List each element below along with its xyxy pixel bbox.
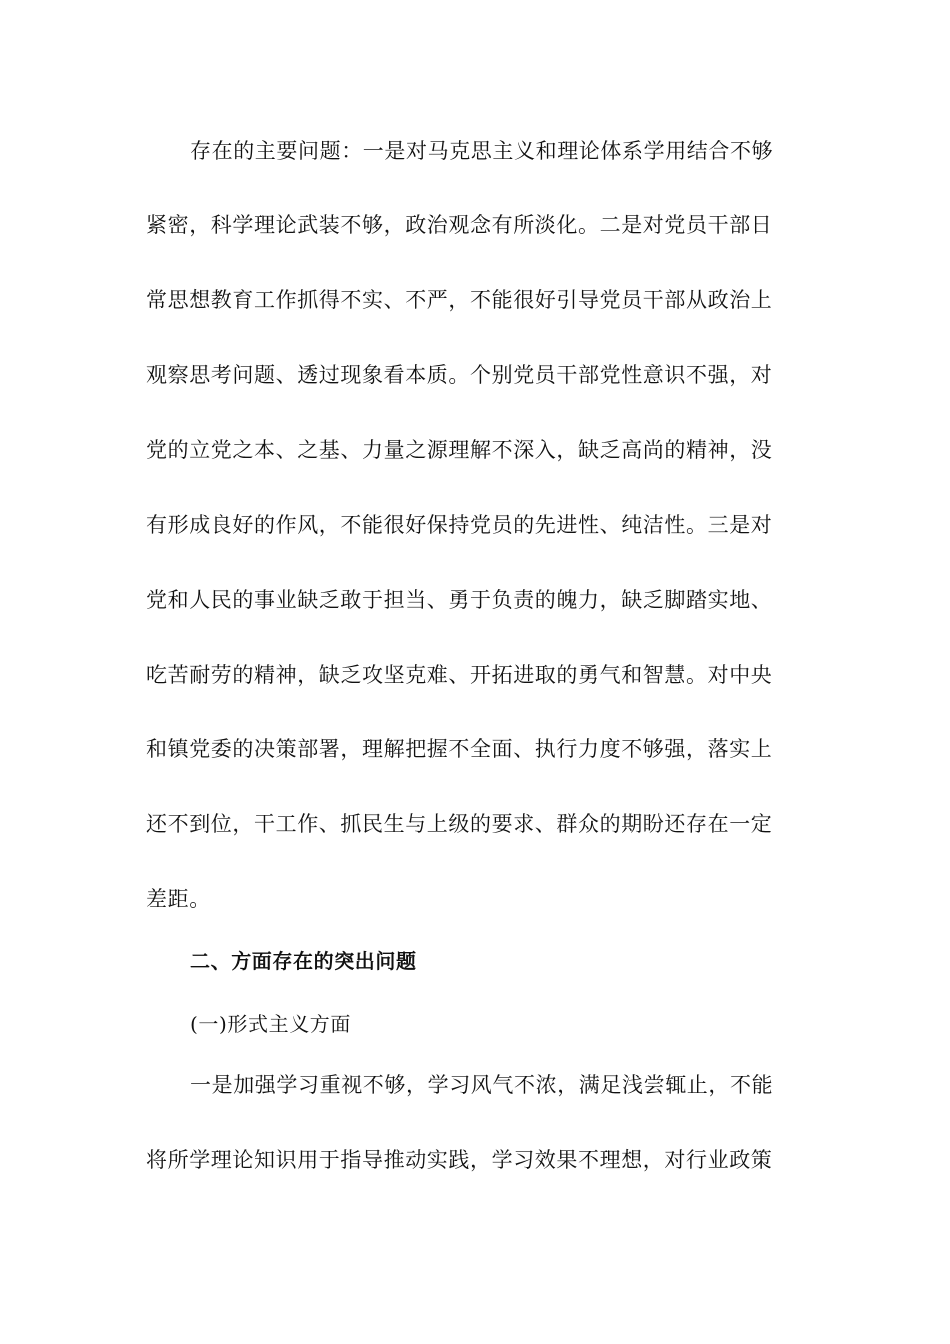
paragraph-line: 党和人民的事业缺乏敢于担当、勇于负责的魄力，缺乏脚踏实地、	[146, 588, 773, 612]
paragraph-line: 吃苦耐劳的精神，缺乏攻坚克难、开拓进取的勇气和智慧。对中央	[146, 663, 773, 687]
paragraph-line: 将所学理论知识用于指导推动实践，学习效果不理想，对行业政策	[146, 1148, 773, 1172]
paragraph-line: 还不到位，干工作、抓民生与上级的要求、群众的期盼还存在一定	[146, 812, 773, 836]
paragraph-line: 一是加强学习重视不够，学习风气不浓，满足浅尝辄止，不能	[190, 1073, 774, 1097]
paragraph-line: 差距。	[146, 887, 211, 911]
paragraph-line: 党的立党之本、之基、力量之源理解不深入，缺乏高尚的精神，没	[146, 438, 773, 462]
paragraph-line: 常思想教育工作抓得不实、不严，不能很好引导党员干部从政治上	[146, 288, 773, 312]
paragraph-line: 有形成良好的作风，不能很好保持党员的先进性、纯洁性。三是对	[146, 513, 773, 537]
paragraph-line: 观察思考问题、透过现象看本质。个别党员干部党性意识不强，对	[146, 363, 773, 387]
section-heading: 二、方面存在的突出问题	[190, 949, 417, 973]
subsection-heading: (一)形式主义方面	[190, 1012, 352, 1036]
paragraph-line: 紧密，科学理论武装不够，政治观念有所淡化。二是对党员干部日	[146, 213, 773, 237]
paragraph-line: 和镇党委的决策部署，理解把握不全面、执行力度不够强，落实上	[146, 737, 773, 761]
paragraph-line: 存在的主要问题：一是对马克思主义和理论体系学用结合不够	[190, 139, 774, 163]
